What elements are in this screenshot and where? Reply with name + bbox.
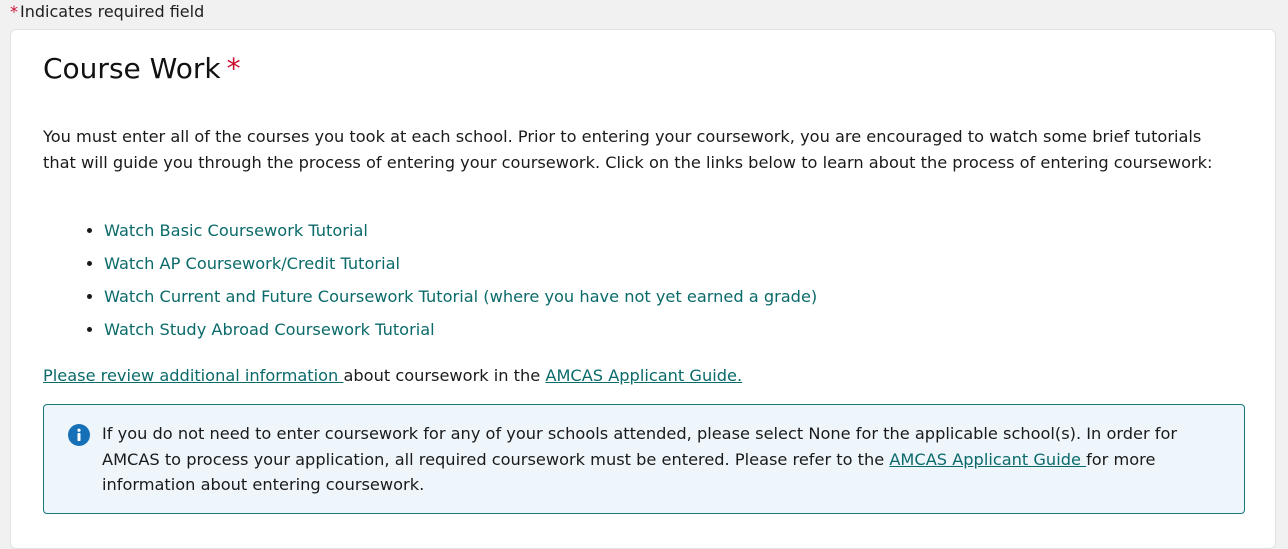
- tutorial-list: [43, 216, 817, 348]
- title-required-asterisk: *: [226, 52, 241, 85]
- course-work-panel: [10, 29, 1276, 549]
- section-title-text: Course Work: [43, 52, 221, 85]
- list-item: [104, 216, 817, 249]
- ap-coursework-tutorial-link[interactable]: Watch AP Coursework/Credit Tutorial: [104, 254, 400, 273]
- list-item: [104, 315, 817, 348]
- review-middle-text: about coursework in the: [343, 366, 546, 385]
- study-abroad-coursework-tutorial-link[interactable]: Watch Study Abroad Coursework Tutorial: [104, 320, 435, 339]
- info-text: [102, 421, 1222, 498]
- list-item: [104, 249, 817, 282]
- amcas-applicant-guide-link[interactable]: AMCAS Applicant Guide.: [545, 366, 743, 385]
- info-text-before: If you do not need to enter coursework for any of your schools attended, please select None for the applicable school(s). In order for AMCAS to process your application, all required coursework must be entered. Please refer to the: [102, 424, 1178, 469]
- info-text-after: for more information about entering coursework.: [102, 449, 1156, 494]
- review-info-line: [43, 363, 742, 389]
- basic-coursework-tutorial-link[interactable]: Watch Basic Coursework Tutorial: [104, 221, 368, 240]
- info-icon: [68, 424, 90, 446]
- info-alert: [43, 404, 1245, 514]
- review-additional-information-link[interactable]: Please review additional information: [43, 366, 344, 385]
- section-title: [43, 52, 241, 85]
- required-asterisk: *: [10, 2, 18, 21]
- required-field-note: [10, 2, 204, 21]
- list-item: [104, 282, 817, 315]
- intro-paragraph: You must enter all of the courses you took at each school. Prior to entering your coursework, you are encouraged to watch some brief tutorials that will guide you through the process of entering your coursework. Click on the links below to learn about the process of entering coursework:: [43, 127, 1213, 172]
- required-note-text: Indicates required field: [20, 2, 205, 21]
- info-amcas-applicant-guide-link[interactable]: AMCAS Applicant Guide: [889, 449, 1087, 469]
- current-future-coursework-tutorial-link[interactable]: Watch Current and Future Coursework Tutorial (where you have not yet earned a grade): [104, 287, 818, 306]
